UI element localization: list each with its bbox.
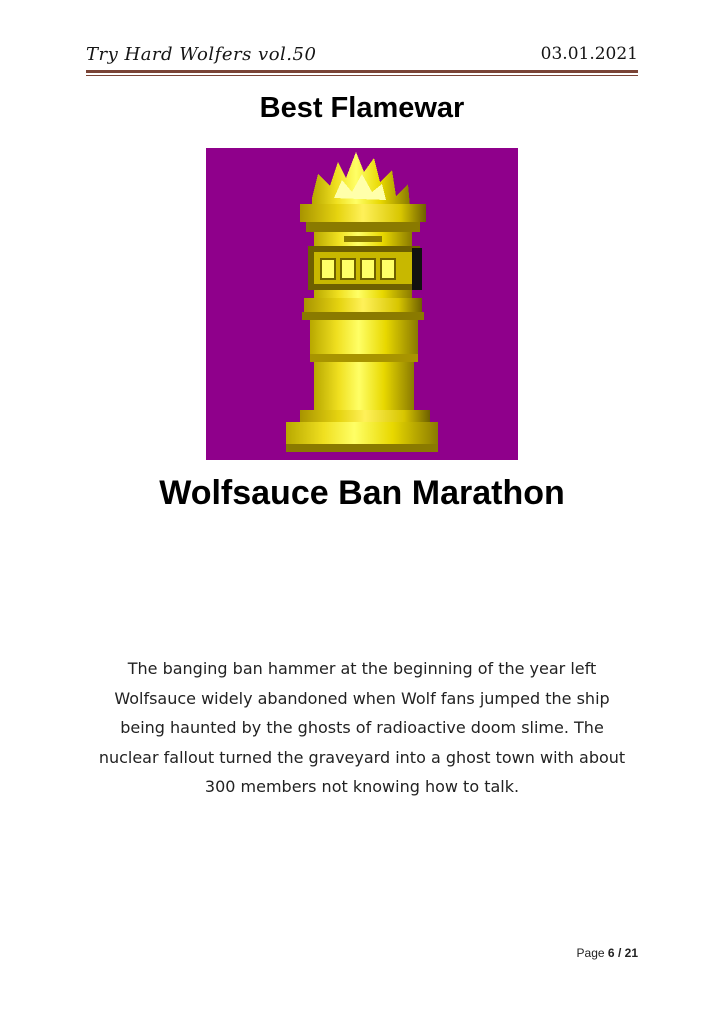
page-separator: / (617, 946, 622, 960)
page-label: Page (576, 946, 605, 960)
header-rule-thin (86, 75, 638, 76)
current-page-number: 6 (607, 946, 615, 960)
page-footer (577, 946, 638, 960)
trophy-image (206, 148, 518, 460)
section-heading: Wolfsauce Ban Marathon (159, 474, 565, 512)
golden-trophy-pixel-icon (206, 148, 518, 460)
header-publication: Try Hard Wolfers vol.50 (86, 44, 317, 65)
header-rule-thick (86, 70, 638, 73)
page-title: Best Flamewar (259, 92, 465, 124)
total-pages: 21 (624, 946, 638, 960)
article-body: The banging ban hammer at the beginning of the year left Wolfsauce widely abandoned when Wolf fans jumped the ship being haunted by the ghosts of radioactive doom slime. The nuclear fallout turned the graveyard into a ghost town with about 300 members not knowing how to talk. (98, 659, 626, 796)
header-date: 03.01.2021 (540, 44, 638, 64)
